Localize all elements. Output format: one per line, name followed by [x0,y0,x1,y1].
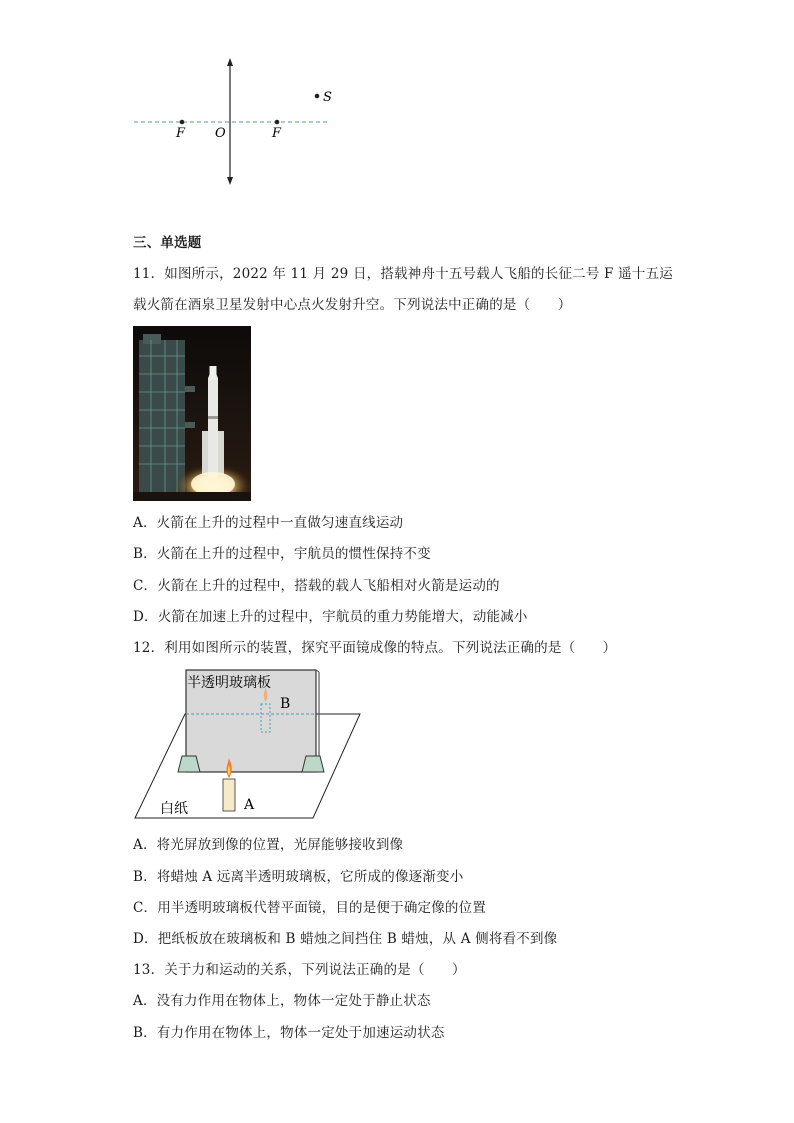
q11-option-d: D．火箭在加速上升的过程中，宇航员的重力势能增大，动能减小 [133,609,528,625]
candle-a [223,779,235,811]
rocket-launch-illustration [133,326,251,501]
rocket-launch-photo [133,326,251,501]
q12-option-c: C．用半透明玻璃板代替平面镜，目的是便于确定像的位置 [133,900,487,916]
q13-stem: 13．关于力和运动的关系，下列说法正确的是（ ） [133,962,466,978]
support-left [178,756,200,772]
focus-point-right [275,120,280,125]
convex-lens-diagram [130,55,340,190]
candle-a-label: A [244,797,255,813]
q12-option-a: A．将光屏放到像的位置，光屏能够接收到像 [133,837,404,853]
label-s: S [323,90,332,105]
q13-option-a: A．没有力作用在物体上，物体一定处于静止状态 [133,993,431,1009]
paper-label: 白纸 [160,801,188,817]
lens-top-arrow [227,58,233,66]
support-right [302,756,324,772]
q11-option-c: C．火箭在上升的过程中，搭载的载人飞船相对火箭是运动的 [133,578,500,594]
light-source-point [315,94,320,99]
q11-option-b: B．火箭在上升的过程中，宇航员的惯性保持不变 [133,546,431,562]
plane-mirror-apparatus-diagram [130,666,365,824]
section-title: 三、单选题 [133,235,202,251]
q11-stem-line1: 11．如图所示，2022 年 11 月 29 日，搭载神舟十五号载人飞船的长征二号 F 遥十五运 [133,266,673,282]
lens-bottom-arrow [227,177,233,185]
label-f-left: F [176,126,186,141]
glass-label: 半透明玻璃板 [187,675,271,691]
q11-stem-line2: 载火箭在酒泉卫星发射中心点火发射升空。下列说法中正确的是（ ） [133,297,572,313]
candle-b-label: B [280,696,291,712]
label-o: O [215,126,226,141]
q11-option-a: A．火箭在上升的过程中一直做匀速直线运动 [133,515,404,531]
q13-option-b: B．有力作用在物体上，物体一定处于加速运动状态 [133,1025,445,1041]
focus-point-left [180,120,185,125]
q12-option-d: D．把纸板放在玻璃板和 B 蜡烛之间挡住 B 蜡烛，从 A 侧将看不到像 [133,931,558,947]
label-f-right: F [272,126,282,141]
q12-stem: 12．利用如图所示的装置，探究平面镜成像的特点。下列说法正确的是（ ） [133,640,617,656]
q12-option-b: B．将蜡烛 A 远离半透明玻璃板，它所成的像逐渐变小 [133,869,464,885]
